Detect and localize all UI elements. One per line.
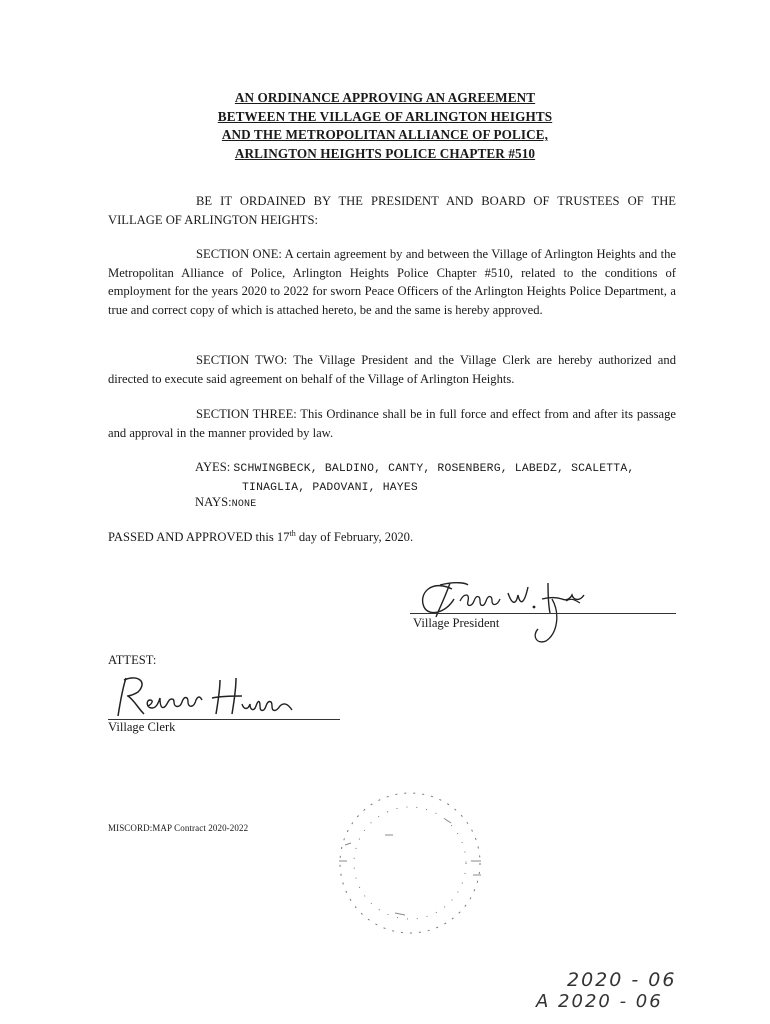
title-line: AN ORDINANCE APPROVING AN AGREEMENT xyxy=(234,90,536,105)
handwritten-ordinance-number: 2020 - 06 xyxy=(567,969,677,991)
ordinance-title xyxy=(150,89,620,163)
section-two-text: SECTION TWO: The Village President and the Village Clerk are hereby authorized and directed to execute said agreement on behalf of the Village of Arlington Heights. xyxy=(108,353,676,386)
section-two xyxy=(108,351,676,388)
section-three xyxy=(108,405,676,442)
file-code: MISCORD:MAP Contract 2020-2022 xyxy=(108,823,249,833)
enacting-clause xyxy=(108,192,676,229)
section-one-text: SECTION ONE: A certain agreement by and between the Village of Arlington Heights and the Metropolitan Alliance of Police, Arlington Heights Police Chapter #510, related to the conditions of employment for the years 2020 to 2022 for sworn Peace Officers of the Arlington Heights Police Department, a true and correct copy of which is attached hereto, be and the same is hereby approved. xyxy=(108,247,676,317)
passed-text: PASSED AND APPROVED this 17 xyxy=(108,530,290,545)
passed-approved-line xyxy=(108,529,413,545)
attest-label: ATTEST: xyxy=(108,653,157,667)
handwritten-ordinance-number-alt: A 2020 - 06 xyxy=(536,991,663,1012)
ayes-vote xyxy=(195,459,634,497)
nays-vote xyxy=(195,495,256,510)
president-signature xyxy=(410,555,610,645)
passed-date-text: day of February, 2020. xyxy=(295,530,414,545)
section-three-text: SECTION THREE: This Ordinance shall be in full force and effect from and after its passage and approval in the manner provided by law. xyxy=(108,407,676,440)
village-seal-impression xyxy=(325,785,495,940)
nays-label: NAYS: xyxy=(195,495,232,509)
passed-ordinal: th xyxy=(289,529,296,538)
president-label: Village President xyxy=(413,616,500,630)
nays-value: NONE xyxy=(231,499,257,510)
ayes-names-line1: SCHWINGBECK, BALDINO, CANTY, ROSENBERG, LABEDZ, SCALETTA, xyxy=(233,463,635,475)
title-line: BETWEEN THE VILLAGE OF ARLINGTON HEIGHTS xyxy=(217,108,553,124)
title-line: ARLINGTON HEIGHTS POLICE CHAPTER #510 xyxy=(234,145,536,161)
title-line: AND THE METROPOLITAN ALLIANCE OF POLICE, xyxy=(221,127,549,142)
ayes-label: AYES: xyxy=(195,460,231,474)
ayes-names-line2: TINAGLIA, PADOVANI, HAYES xyxy=(242,482,418,494)
enacting-clause-text: BE IT ORDAINED BY THE PRESIDENT AND BOARD OF TRUSTEES OF THE VILLAGE OF ARLINGTON HEIGHTS: xyxy=(108,194,676,227)
section-one xyxy=(108,245,676,319)
president-signature-line xyxy=(410,613,676,614)
clerk-signature xyxy=(108,666,308,722)
clerk-label: Village Clerk xyxy=(108,720,176,734)
